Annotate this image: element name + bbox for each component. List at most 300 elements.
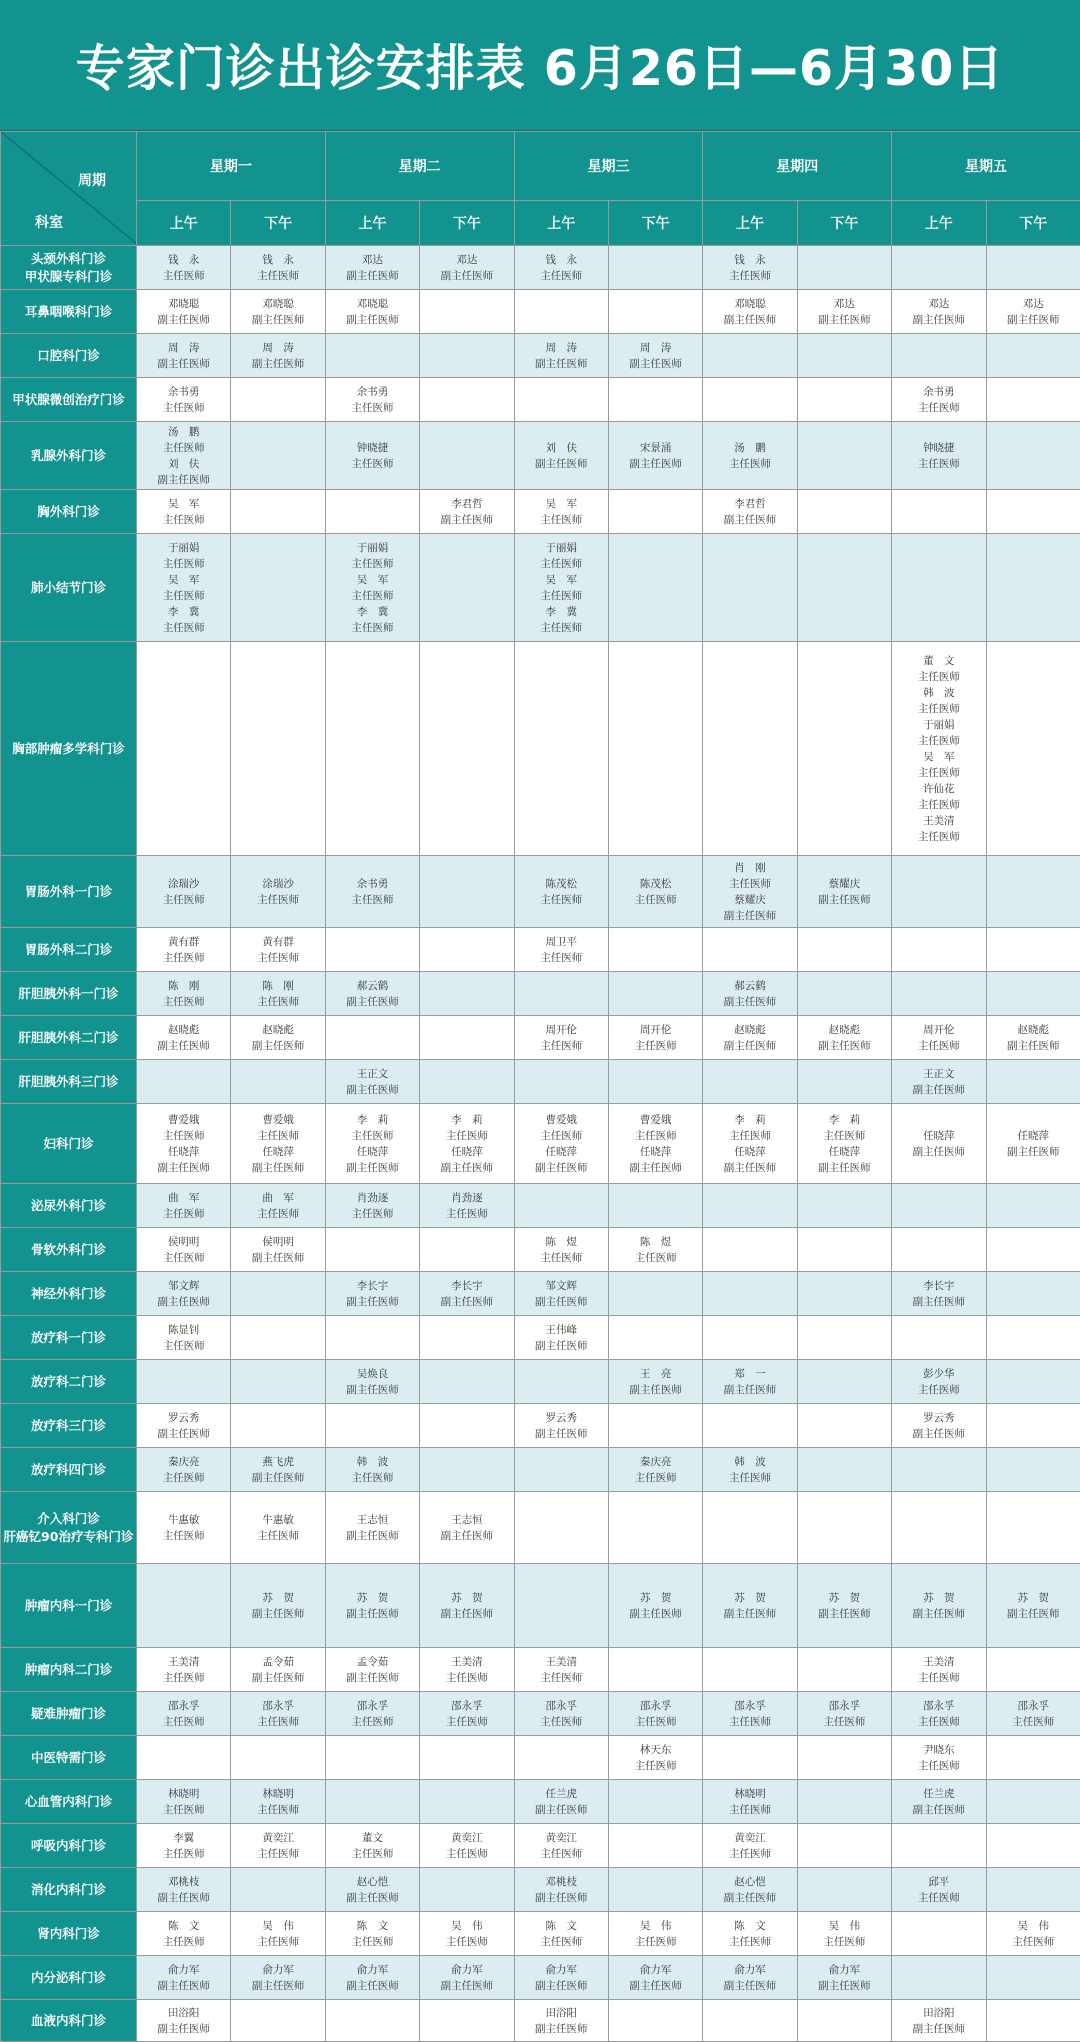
doctor-title: 副主任医师 (703, 512, 796, 528)
doctor-name: 李长宇 (326, 1278, 419, 1294)
pm-header: 下午 (420, 201, 514, 246)
dept-name-cell (1, 1648, 137, 1692)
doctor-title: 副主任医师 (326, 1382, 419, 1398)
doctor-title: 副主任医师 (515, 2021, 608, 2037)
schedule-cell (892, 1104, 986, 1184)
schedule-cell (892, 1060, 986, 1104)
dept-name-cell (1, 534, 137, 642)
schedule-cell (703, 1780, 797, 1824)
schedule-cell (137, 1272, 231, 1316)
dept-name-line: 血液内科门诊 (1, 2012, 136, 2030)
doctor-title: 副主任医师 (609, 1978, 702, 1994)
doctor-title: 主任医师 (609, 1128, 702, 1144)
schedule-cell (514, 1492, 608, 1564)
schedule-cell (420, 928, 514, 972)
doctor-name: 于丽娟 (892, 717, 985, 733)
schedule-cell (325, 928, 419, 972)
doctor-name: 余书勇 (892, 384, 985, 400)
doctor-name: 李长宇 (892, 1278, 985, 1294)
doctor-name: 余书勇 (326, 384, 419, 400)
schedule-cell (420, 1868, 514, 1912)
schedule-cell (608, 1912, 702, 1956)
dept-name-line: 甲状腺微创治疗门诊 (1, 391, 136, 409)
dept-name-cell (1, 246, 137, 290)
schedule-cell (514, 534, 608, 642)
schedule-cell (137, 2000, 231, 2042)
dept-name-line: 肿瘤内科二门诊 (1, 1661, 136, 1679)
doctor-title: 主任医师 (515, 1128, 608, 1144)
dept-name-cell (1, 1448, 137, 1492)
schedule-cell (608, 378, 702, 422)
doctor-name: 陈 煜 (515, 1234, 608, 1250)
doctor-name: 牛惠敏 (231, 1512, 324, 1528)
doctor-title: 副主任医师 (892, 2021, 985, 2037)
table-row (1, 1360, 1080, 1404)
schedule-cell (514, 1360, 608, 1404)
schedule-cell (420, 642, 514, 856)
doctor-title: 副主任医师 (798, 1978, 891, 1994)
doctor-title: 副主任医师 (703, 994, 796, 1010)
table-row (1, 1104, 1080, 1184)
doctor-title: 副主任医师 (515, 1978, 608, 1994)
schedule-cell (892, 642, 986, 856)
dept-name-cell (1, 2000, 137, 2042)
schedule-cell (231, 1736, 325, 1780)
doctor-name: 王美清 (420, 1654, 513, 1670)
doctor-title: 主任医师 (137, 1846, 230, 1862)
schedule-cell (137, 246, 231, 290)
dept-name-line: 消化内科门诊 (1, 1881, 136, 1899)
schedule-cell (325, 1692, 419, 1736)
doctor-title: 副主任医师 (609, 1160, 702, 1176)
schedule-cell (703, 490, 797, 534)
schedule-cell (231, 856, 325, 928)
corner-header (1, 132, 137, 246)
schedule-cell (514, 490, 608, 534)
dept-name-cell (1, 334, 137, 378)
schedule-cell (892, 1868, 986, 1912)
table-row (1, 928, 1080, 972)
doctor-name: 邓达 (892, 296, 985, 312)
schedule-cell (703, 642, 797, 856)
schedule-cell (137, 1736, 231, 1780)
schedule-cell (231, 1780, 325, 1824)
schedule-cell (420, 972, 514, 1016)
table-row (1, 1184, 1080, 1228)
schedule-cell (137, 928, 231, 972)
dept-name-cell (1, 1912, 137, 1956)
dept-name-cell (1, 928, 137, 972)
doctor-name: 邓达 (420, 252, 513, 268)
schedule-cell (325, 1060, 419, 1104)
doctor-name: 林晓明 (231, 1786, 324, 1802)
schedule-cell (514, 1060, 608, 1104)
doctor-name: 曲 军 (231, 1190, 324, 1206)
doctor-name: 邹文辉 (515, 1278, 608, 1294)
doctor-name: 于丽娟 (326, 540, 419, 556)
schedule-cell (703, 1492, 797, 1564)
doctor-name: 黄奕江 (420, 1830, 513, 1846)
doctor-name: 陈 文 (703, 1918, 796, 1934)
doctor-name: 罗云秀 (137, 1410, 230, 1426)
table-row (1, 642, 1080, 856)
doctor-title: 主任医师 (515, 620, 608, 636)
schedule-cell (514, 290, 608, 334)
schedule-cell (514, 1824, 608, 1868)
doctor-name: 李 莉 (798, 1112, 891, 1128)
schedule-cell (514, 1868, 608, 1912)
doctor-name: 苏 贺 (703, 1590, 796, 1606)
schedule-cell (325, 1912, 419, 1956)
schedule-cell (325, 1184, 419, 1228)
doctor-name: 曲 军 (137, 1190, 230, 1206)
doctor-name: 俞力军 (609, 1962, 702, 1978)
doctor-name: 钱 永 (137, 252, 230, 268)
doctor-title: 副主任医师 (892, 1144, 985, 1160)
schedule-cell (986, 1736, 1080, 1780)
dept-name-cell (1, 1316, 137, 1360)
doctor-title: 副主任医师 (515, 1160, 608, 1176)
schedule-cell (325, 1824, 419, 1868)
schedule-cell (797, 534, 891, 642)
doctor-name: 韩 波 (892, 685, 985, 701)
doctor-name: 任晓萍 (137, 1144, 230, 1160)
doctor-title: 主任医师 (231, 1206, 324, 1222)
schedule-cell (231, 2000, 325, 2042)
doctor-title: 副主任医师 (137, 472, 230, 488)
doctor-name: 邵永孚 (703, 1698, 796, 1714)
doctor-title: 主任医师 (609, 1250, 702, 1266)
schedule-cell (892, 290, 986, 334)
doctor-name: 吴 伟 (420, 1918, 513, 1934)
schedule-cell (420, 1736, 514, 1780)
doctor-title: 主任医师 (326, 456, 419, 472)
doctor-title: 主任医师 (892, 765, 985, 781)
doctor-title: 副主任医师 (231, 356, 324, 372)
dept-name-line: 放疗科一门诊 (1, 1329, 136, 1347)
doctor-name: 王美清 (892, 813, 985, 829)
schedule-cell (420, 378, 514, 422)
schedule-cell (703, 422, 797, 490)
doctor-title: 主任医师 (703, 268, 796, 284)
doctor-title: 主任医师 (137, 440, 230, 456)
doctor-title: 副主任医师 (326, 1528, 419, 1544)
schedule-cell (608, 2000, 702, 2042)
dept-name-cell (1, 1272, 137, 1316)
doctor-name: 李 冀 (515, 604, 608, 620)
schedule-cell (608, 1692, 702, 1736)
schedule-cell (703, 1648, 797, 1692)
schedule-cell (420, 1956, 514, 2000)
schedule-cell (797, 1492, 891, 1564)
schedule-cell (325, 1404, 419, 1448)
dept-name-line: 放疗科三门诊 (1, 1417, 136, 1435)
schedule-cell (137, 378, 231, 422)
schedule-cell (797, 856, 891, 928)
schedule-cell (608, 1492, 702, 1564)
doctor-title: 主任医师 (515, 1714, 608, 1730)
schedule-cell (608, 1564, 702, 1648)
schedule-cell (608, 1360, 702, 1404)
schedule-cell (797, 1448, 891, 1492)
schedule-cell (797, 1956, 891, 2000)
doctor-title: 副主任医师 (326, 1890, 419, 1906)
doctor-name: 于丽娟 (137, 540, 230, 556)
doctor-title: 副主任医师 (137, 1978, 230, 1994)
schedule-cell (231, 1692, 325, 1736)
schedule-cell (892, 1912, 986, 1956)
schedule-cell (420, 334, 514, 378)
dept-name-line: 呼吸内科门诊 (1, 1837, 136, 1855)
doctor-title: 主任医师 (892, 829, 985, 845)
doctor-title: 主任医师 (703, 1846, 796, 1862)
table-row (1, 1912, 1080, 1956)
doctor-title: 副主任医师 (420, 1528, 513, 1544)
schedule-cell (420, 1272, 514, 1316)
schedule-cell (703, 1360, 797, 1404)
doctor-name: 周开伦 (609, 1022, 702, 1038)
schedule-cell (797, 642, 891, 856)
dept-name-line: 泌尿外科门诊 (1, 1197, 136, 1215)
doctor-title: 副主任医师 (515, 356, 608, 372)
schedule-cell (231, 1272, 325, 1316)
doctor-title: 副主任医师 (231, 1670, 324, 1686)
doctor-name: 李君哲 (703, 496, 796, 512)
corner-period-label: 周期 (78, 170, 106, 190)
schedule-cell (137, 972, 231, 1016)
schedule-cell (325, 1492, 419, 1564)
schedule-cell (797, 1824, 891, 1868)
table-row (1, 1316, 1080, 1360)
schedule-cell (325, 1780, 419, 1824)
doctor-name: 涂瑞沙 (137, 876, 230, 892)
schedule-cell (231, 1448, 325, 1492)
doctor-title: 主任医师 (515, 1934, 608, 1950)
doctor-title: 主任医师 (892, 1670, 985, 1686)
doctor-name: 周 涛 (609, 340, 702, 356)
doctor-title: 主任医师 (892, 669, 985, 685)
schedule-cell (986, 1316, 1080, 1360)
table-row (1, 2000, 1080, 2042)
doctor-name: 邓桃枝 (515, 1874, 608, 1890)
doctor-title: 副主任医师 (609, 456, 702, 472)
schedule-cell (231, 246, 325, 290)
schedule-cell (892, 1360, 986, 1404)
day-header-thu: 星期四 (703, 132, 892, 201)
doctor-title: 主任医师 (609, 1934, 702, 1950)
schedule-cell (608, 1736, 702, 1780)
doctor-title: 副主任医师 (892, 1082, 985, 1098)
schedule-cell (703, 1692, 797, 1736)
schedule-cell (608, 928, 702, 972)
doctor-name: 苏 贺 (798, 1590, 891, 1606)
doctor-title: 副主任医师 (703, 1382, 796, 1398)
doctor-name: 王志恒 (326, 1512, 419, 1528)
schedule-table (0, 131, 1080, 2042)
schedule-cell (703, 1016, 797, 1060)
doctor-name: 陈显钊 (137, 1322, 230, 1338)
doctor-title: 副主任医师 (892, 1802, 985, 1818)
doctor-name: 王美清 (515, 1654, 608, 1670)
doctor-name: 吴 军 (892, 749, 985, 765)
dept-name-line: 疑难肿瘤门诊 (1, 1705, 136, 1723)
schedule-cell (608, 1448, 702, 1492)
doctor-title: 主任医师 (137, 556, 230, 572)
schedule-cell (514, 1316, 608, 1360)
table-row (1, 378, 1080, 422)
schedule-cell (892, 1956, 986, 2000)
doctor-title: 副主任医师 (703, 1890, 796, 1906)
schedule-cell (608, 1272, 702, 1316)
schedule-cell (703, 378, 797, 422)
schedule-cell (325, 1016, 419, 1060)
doctor-name: 黄有群 (231, 934, 324, 950)
doctor-name: 邹文辉 (137, 1278, 230, 1294)
dept-name-line: 胸部肿瘤多学科门诊 (1, 740, 136, 758)
table-row (1, 1824, 1080, 1868)
schedule-cell (420, 1360, 514, 1404)
schedule-cell (608, 246, 702, 290)
schedule-cell (231, 422, 325, 490)
doctor-name: 余书勇 (137, 384, 230, 400)
am-header: 上午 (137, 201, 231, 246)
doctor-title: 主任医师 (609, 1470, 702, 1486)
doctor-title: 副主任医师 (137, 312, 230, 328)
doctor-title: 主任医师 (515, 556, 608, 572)
dept-name-cell (1, 1404, 137, 1448)
doctor-name: 许仙花 (892, 781, 985, 797)
dept-name-line: 中医特需门诊 (1, 1749, 136, 1767)
schedule-cell (986, 2000, 1080, 2042)
dept-name-cell (1, 1228, 137, 1272)
doctor-name: 任晓萍 (231, 1144, 324, 1160)
doctor-title: 副主任医师 (987, 1606, 1080, 1622)
doctor-title: 副主任医师 (420, 1294, 513, 1310)
schedule-cell (137, 1692, 231, 1736)
schedule-cell (986, 928, 1080, 972)
schedule-cell (892, 1824, 986, 1868)
schedule-cell (137, 1448, 231, 1492)
schedule-cell (325, 1956, 419, 2000)
schedule-cell (420, 1228, 514, 1272)
doctor-title: 副主任医师 (609, 1606, 702, 1622)
doctor-title: 副主任医师 (326, 1082, 419, 1098)
schedule-cell (986, 1016, 1080, 1060)
table-row (1, 1492, 1080, 1564)
schedule-cell (325, 2000, 419, 2042)
doctor-title: 副主任医师 (609, 1382, 702, 1398)
doctor-name: 周 涛 (515, 340, 608, 356)
doctor-title: 主任医师 (703, 1714, 796, 1730)
doctor-name: 陈茂松 (515, 876, 608, 892)
dept-name-cell (1, 1492, 137, 1564)
table-row (1, 1016, 1080, 1060)
schedule-cell (420, 1316, 514, 1360)
dept-name-cell (1, 490, 137, 534)
schedule-cell (231, 642, 325, 856)
schedule-cell (703, 1736, 797, 1780)
doctor-name: 李长宇 (420, 1278, 513, 1294)
doctor-name: 俞力军 (798, 1962, 891, 1978)
doctor-name: 林晓明 (137, 1786, 230, 1802)
schedule-cell (514, 422, 608, 490)
schedule-cell (986, 1104, 1080, 1184)
doctor-title: 副主任医师 (798, 312, 891, 328)
dept-name-line: 肿瘤内科一门诊 (1, 1597, 136, 1615)
schedule-cell (703, 1104, 797, 1184)
dept-name-line: 肝胆胰外科一门诊 (1, 985, 136, 1003)
schedule-cell (325, 334, 419, 378)
doctor-title: 主任医师 (515, 268, 608, 284)
doctor-name: 俞力军 (515, 1962, 608, 1978)
doctor-title: 副主任医师 (326, 1670, 419, 1686)
schedule-cell (986, 1184, 1080, 1228)
doctor-name: 吴 伟 (987, 1918, 1080, 1934)
schedule-cell (608, 1060, 702, 1104)
schedule-cell (986, 1564, 1080, 1648)
doctor-title: 主任医师 (892, 733, 985, 749)
doctor-title: 副主任医师 (703, 1978, 796, 1994)
doctor-title: 主任医师 (231, 1846, 324, 1862)
doctor-title: 主任医师 (326, 1846, 419, 1862)
dept-name-line: 口腔科门诊 (1, 347, 136, 365)
doctor-name: 董 文 (892, 653, 985, 669)
schedule-cell (797, 1692, 891, 1736)
doctor-title: 副主任医师 (231, 1978, 324, 1994)
doctor-title: 主任医师 (137, 892, 230, 908)
schedule-cell (986, 1448, 1080, 1492)
doctor-title: 主任医师 (703, 1802, 796, 1818)
dept-name-cell (1, 290, 137, 334)
doctor-name: 董文 (326, 1830, 419, 1846)
doctor-title: 主任医师 (231, 994, 324, 1010)
table-row (1, 1648, 1080, 1692)
schedule-cell (231, 1824, 325, 1868)
doctor-name: 田浴阳 (515, 2005, 608, 2021)
schedule-cell (797, 1648, 891, 1692)
schedule-cell (892, 1448, 986, 1492)
schedule-cell (137, 1228, 231, 1272)
doctor-title: 主任医师 (137, 1128, 230, 1144)
doctor-title: 主任医师 (326, 892, 419, 908)
doctor-name: 刘 伕 (137, 456, 230, 472)
table-row (1, 534, 1080, 642)
doctor-name: 秦庆亮 (609, 1454, 702, 1470)
doctor-title: 副主任医师 (420, 1160, 513, 1176)
doctor-name: 钟晓捷 (326, 440, 419, 456)
doctor-name: 赵晓彪 (798, 1022, 891, 1038)
doctor-name: 邵永孚 (137, 1698, 230, 1714)
doctor-title: 副主任医师 (326, 312, 419, 328)
doctor-name: 邓晓聪 (703, 296, 796, 312)
doctor-name: 李 莉 (703, 1112, 796, 1128)
doctor-name: 刘 伕 (515, 440, 608, 456)
schedule-cell (420, 1912, 514, 1956)
doctor-name: 李 莉 (326, 1112, 419, 1128)
doctor-title: 副主任医师 (515, 1294, 608, 1310)
table-row (1, 856, 1080, 928)
schedule-cell (137, 534, 231, 642)
schedule-cell (420, 534, 514, 642)
schedule-cell (137, 422, 231, 490)
doctor-title: 副主任医师 (703, 908, 796, 924)
schedule-cell (231, 334, 325, 378)
doctor-name: 侯明明 (231, 1234, 324, 1250)
page-title: 专家门诊出诊安排表 6月26日—6月30日 (0, 0, 1080, 131)
schedule-cell (986, 1956, 1080, 2000)
schedule-cell (420, 1824, 514, 1868)
dept-name-line: 内分泌科门诊 (1, 1969, 136, 1987)
